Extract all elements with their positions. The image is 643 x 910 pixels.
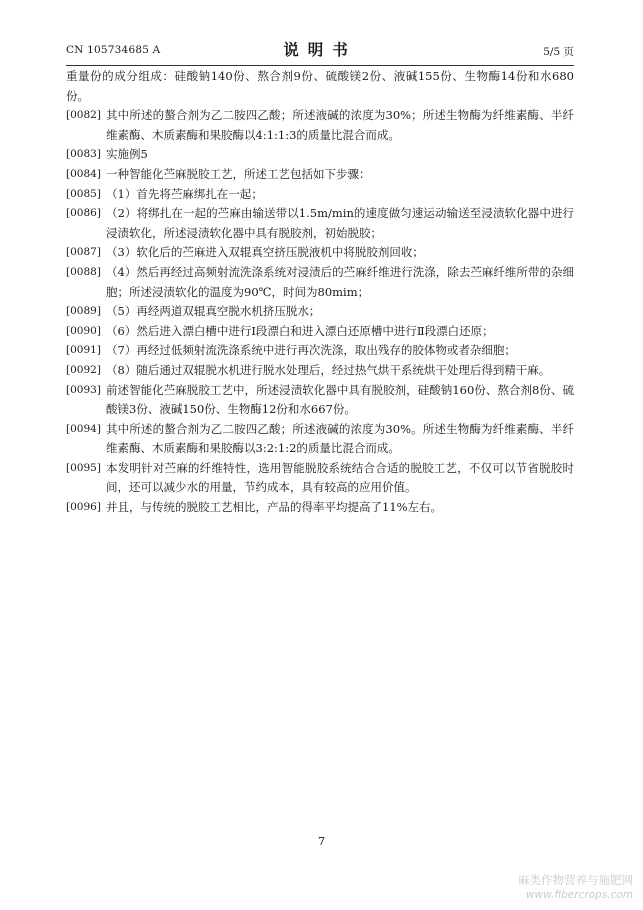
paragraph-number: [0086] xyxy=(66,207,101,220)
paragraph xyxy=(66,381,574,420)
watermark xyxy=(518,873,633,902)
patent-number: CN 105734685 A xyxy=(66,44,161,56)
paragraph xyxy=(66,322,574,342)
paragraph xyxy=(66,498,574,518)
paragraph-text: 前述智能化苎麻脱胶工艺中，所述浸渍软化器中具有脱胶剂，硅酸钠160份、熬合剂8份、硫酸镁3份、液碱150份、生物酶12份和水667份。 xyxy=(106,382,574,417)
paragraph-text: 并且，与传统的脱胶工艺相比，产品的得率平均提高了11%左右。 xyxy=(106,500,443,515)
paragraph-text: （4）然后再经过高频射流洗涤系统对浸渍后的苎麻纤维进行洗涤，除去苎麻纤维所带的杂细胞；所述浸渍软化的温度为90℃，时间为80mim； xyxy=(106,264,574,299)
paragraph-number: [0090] xyxy=(66,324,101,337)
paragraph-text: 重量份的成分组成：硅酸钠140份、熬合剂9份、硫酸镁2份、液碱155份、生物酶14份和水680份。 xyxy=(66,69,574,103)
paragraph-number: [0083] xyxy=(66,148,101,161)
description-body xyxy=(66,67,574,518)
header-divider xyxy=(66,65,574,66)
paragraph xyxy=(66,165,574,185)
paragraph-number: [0087] xyxy=(66,246,101,259)
paragraph-number: [0093] xyxy=(66,383,101,396)
paragraph-number: [0092] xyxy=(66,363,101,376)
paragraph xyxy=(66,361,574,381)
paragraph-text: （2）将绑扎在一起的苎麻由输送带以1.5m/min的速度做匀速运动输送至浸渍软化器中进行浸渍软化，所述浸渍软化器中具有脱胶剂，初始脱胶； xyxy=(106,206,574,240)
paragraph xyxy=(66,243,574,263)
paragraph-text: （6）然后进入漂白槽中进行I段漂白和进入漂白还原槽中进行Ⅱ段漂白还原； xyxy=(106,323,494,338)
paragraph-text: （7）再经过低频射流洗涤系统中进行再次洗涤，取出残存的胶体物或者杂细胞； xyxy=(106,343,516,358)
paragraph-text: 其中所述的螯合剂为乙二胺四乙酸；所述液碱的浓度为30%。所述生物酶为纤维素酶、半纤维素酶、木质素酶和果胶酶以3:2:1:2的质量比混合而成。 xyxy=(106,421,574,456)
paragraph-number: [0088] xyxy=(66,265,101,278)
paragraph xyxy=(66,185,574,205)
page-header xyxy=(66,36,574,66)
paragraph xyxy=(66,204,574,243)
paragraph-text: 其中所述的螯合剂为乙二胺四乙酸；所述液碱的浓度为30%；所述生物酶为纤维素酶、半纤维素酶、木质素酶和果胶酶以4:1:1:3的质量比混合而成。 xyxy=(106,108,574,142)
paragraph-number: [0089] xyxy=(66,305,101,318)
paragraph xyxy=(66,145,574,165)
page-counter: 5/5 页 xyxy=(543,46,574,58)
watermark-site-name: 麻类作物营养与施肥网 xyxy=(518,873,633,887)
paragraph xyxy=(66,67,574,106)
paragraph-text: 实施例5 xyxy=(106,147,148,162)
paragraph xyxy=(66,341,574,361)
paragraph xyxy=(66,459,574,498)
paragraph-text: （5）再经两道双辊真空脱水机挤压脱水； xyxy=(106,304,321,319)
watermark-url: www.fibercrops.com xyxy=(525,889,633,901)
paragraph xyxy=(66,106,574,145)
paragraph-text: （3）软化后的苎麻进入双辊真空挤压脱液机中将脱胶剂回收； xyxy=(106,245,424,260)
paragraph-text: （8）随后通过双辊脱水机进行脱水处理后，经过热气烘干系统烘干处理后得到精干麻。 xyxy=(106,362,551,377)
page-number: 7 xyxy=(317,834,326,848)
document-title: 说明书 xyxy=(283,40,357,59)
paragraph-text: 本发明针对苎麻的纤维特性，选用智能脱胶系统结合合适的脱胶工艺，不仅可以节省脱胶时间，还可以减少水的用量，节约成本，具有较高的应用价值。 xyxy=(106,460,574,495)
paragraph-text: 一种智能化苎麻脱胶工艺，所述工艺包括如下步骤： xyxy=(106,166,371,181)
paragraph-number: [0091] xyxy=(66,344,101,357)
paragraph-number: [0096] xyxy=(66,501,101,514)
paragraph xyxy=(66,420,574,459)
paragraph-text: （1）首先将苎麻绑扎在一起； xyxy=(106,186,263,201)
paragraph xyxy=(66,263,574,302)
paragraph xyxy=(66,302,574,322)
paragraph-number: [0082] xyxy=(66,109,101,122)
paragraph-number: [0084] xyxy=(66,167,101,180)
paragraph-number: [0085] xyxy=(66,187,101,200)
paragraph-number: [0094] xyxy=(66,422,101,435)
paragraph-number: [0095] xyxy=(66,461,101,474)
